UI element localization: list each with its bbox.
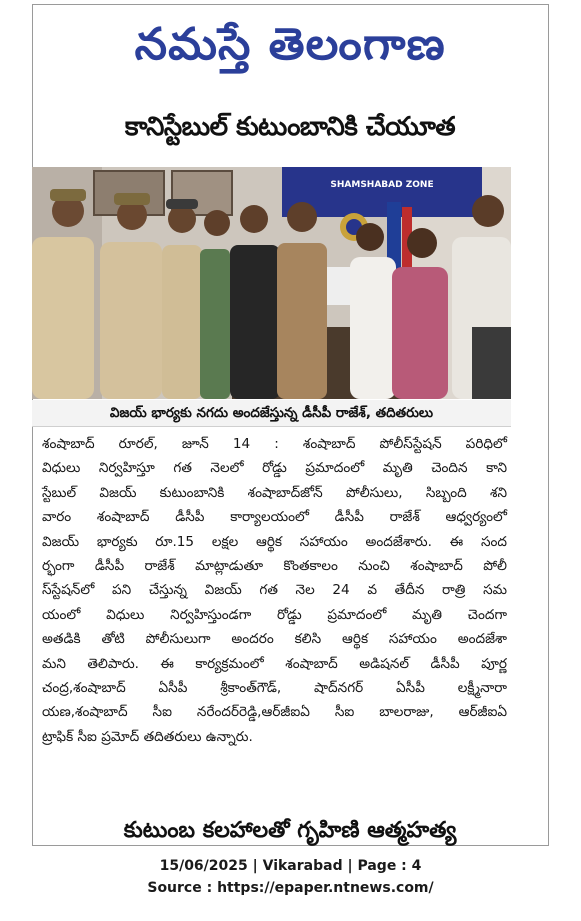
footer-source: Source : https://epaper.ntnews.com/	[147, 880, 434, 896]
body-line: స్‌స్టేషన్‌లో పని చేస్తున్న విజయ్ గత నెల 24 వ తేదీన రాత్రి సమ	[42, 582, 507, 599]
masthead-title: నమస్తే తెలంగాణ	[134, 19, 446, 70]
body-line: స్టేబుల్ విజయ్ కుటుంబానికి శంషాబాద్‌జోన్ పోలీసులు, సిబ్బంది శని	[42, 484, 507, 501]
photo-sign-text: SHAMSHABAD ZONE	[330, 180, 434, 190]
footer-date-edition: 15/06/2025 | Vikarabad | Page : 4	[159, 858, 422, 874]
body-line: శంషాబాద్ రూరల్, జూన్ 14 : శంషాబాద్ పోలీస్‌స్టేషన్ పరిధిలో	[42, 436, 507, 452]
body-line: ట్రాఫిక్ సీఐ ప్రమోద్ తదితరులు ఉన్నారు.	[42, 728, 253, 745]
body-line: విధులు నిర్వహిస్తూ గత నెలలో రోడ్డు ప్రమాదంలో మృతి చెందిన కాని	[42, 460, 507, 477]
next-article-headline: కుటుంబ కలహాలతో గృహిణి ఆత్మహత్య	[123, 818, 457, 843]
body-line: యంలో విధులు నిర్వహిస్తుండగా రోడ్డు ప్రమాదంలో మృతి చెందగా	[42, 606, 507, 623]
body-line: వారం శంషాబాద్ డీసీపీ కార్యాలయంలో డీసీపీ రాజేశ్ ఆధ్వర్యంలో	[42, 509, 507, 526]
body-line: యణ,శంషాబాద్ సీఐ నరేందర్‌రెడ్డి,ఆర్‌జీఐఏ సీఐ బాలరాజు, ఆర్‌జీఐఏ	[42, 704, 507, 721]
body-line: చంద్ర,శంషాబాద్ ఏసీపీ శ్రీకాంత్‌గౌడ్, షాద్‌నగర్ ఏసీపీ లక్ష్మీనారా	[42, 680, 507, 697]
photo-caption: విజయ్ భార్యకు నగదు అందజేస్తున్న డీసీపీ రాజేశ్, తదితరులు	[32, 400, 511, 427]
body-line: మని తెలిపారు. ఈ కార్యక్రమంలో శంషాబాద్ అడిషనల్ డీసీపీ పూర్ణ	[42, 655, 507, 672]
article-headline: కానిస్టేబుల్ కుటుంబానికి చేయూత	[124, 112, 456, 142]
body-line: ర్భంగా డీసీపీ రాజేశ్ మాట్లాడుతూ కొంతకాలం నుంచి శంషాబాద్ పోలీ	[42, 558, 507, 575]
article-body	[42, 432, 507, 749]
body-line: విజయ్ భార్యకు రూ.15 లక్షల ఆర్థిక సహాయం అందజేశారు. ఈ సంద	[42, 533, 507, 550]
news-photo	[32, 167, 511, 399]
body-line: అతడికి తోటి పోలీసులుగా అందరం కలిసి ఆర్థిక సహాయం అందజేశా	[42, 631, 507, 648]
photo-illustration	[32, 167, 511, 399]
newspaper-masthead	[40, 8, 540, 92]
